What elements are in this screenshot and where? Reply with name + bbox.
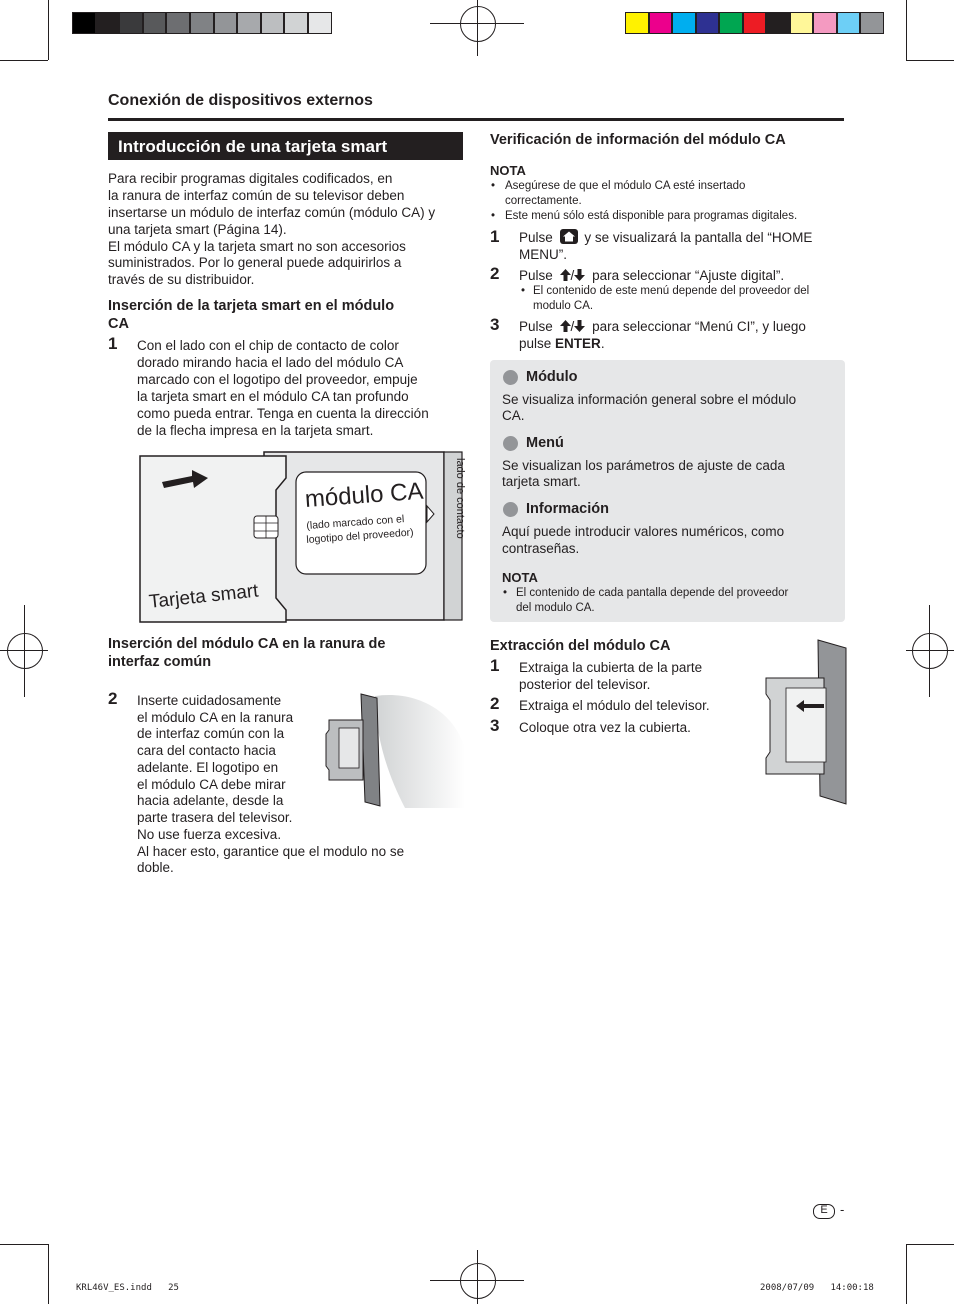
bullet-circle-icon bbox=[503, 436, 518, 451]
color-swatch bbox=[743, 12, 767, 34]
smart-card-illustration bbox=[136, 450, 464, 626]
color-swatch bbox=[190, 12, 214, 34]
bullet: • bbox=[503, 587, 508, 599]
step-line: Con el lado con el chip de contacto de color bbox=[137, 338, 399, 353]
note-label: NOTA bbox=[502, 570, 538, 585]
intro-line: la ranura de interfaz común de su televisor deben bbox=[108, 188, 405, 203]
step-text: para seleccionar “Ajuste digital”. bbox=[592, 268, 785, 283]
subheading-card-insert: Inserción de la tarjeta smart en el módulo bbox=[108, 298, 395, 314]
date-info: 2008/07/09 14:00:18 bbox=[760, 1283, 874, 1293]
subheading-extract: Extracción del módulo CA bbox=[490, 638, 671, 654]
info-title: Información bbox=[526, 501, 609, 517]
arrow-up-icon bbox=[560, 320, 571, 332]
file-info: KRL46V_ES.indd 25 bbox=[76, 1283, 179, 1293]
step-line: el módulo CA en la ranura bbox=[137, 710, 294, 725]
step-line: cara del contacto hacia bbox=[137, 743, 276, 758]
subheading-module-insert: Inserción del módulo CA en la ranura de bbox=[108, 636, 386, 652]
sub-note: modulo CA. bbox=[533, 300, 594, 312]
info-text: tarjeta smart. bbox=[502, 474, 581, 489]
bullet: • bbox=[521, 285, 526, 297]
arrow-down-icon bbox=[574, 320, 585, 332]
module-sublabel-1: (lado marcado con el bbox=[306, 513, 405, 532]
info-text: Aquí puede introducir valores numéricos, como bbox=[502, 524, 785, 539]
color-swatch bbox=[837, 12, 861, 34]
step-number: 2 bbox=[108, 689, 118, 708]
module-label: módulo CA bbox=[304, 477, 425, 513]
step-number: 1 bbox=[490, 227, 500, 246]
page-dash: - bbox=[840, 1202, 845, 1217]
step-line: Al hacer esto, garantice que el modulo no se bbox=[137, 844, 405, 859]
home-button-icon bbox=[560, 229, 578, 244]
step-line: hacia adelante, desde la bbox=[137, 793, 284, 808]
step-number: 3 bbox=[490, 716, 500, 735]
color-swatch bbox=[284, 12, 308, 34]
step-text: Extraiga la cubierta de la parte bbox=[519, 660, 703, 675]
step-line: el módulo CA debe mirar bbox=[137, 777, 286, 792]
language-letter: E bbox=[820, 1204, 828, 1216]
card-label: Tarjeta smart bbox=[148, 580, 260, 613]
color-swatch bbox=[649, 12, 673, 34]
info-text: CA. bbox=[502, 408, 525, 423]
color-swatch bbox=[119, 12, 143, 34]
color-swatch bbox=[214, 12, 238, 34]
step-number: 1 bbox=[490, 656, 500, 675]
contact-side-label: lado de contacto bbox=[454, 458, 466, 539]
note-text: El contenido de cada pantalla depende del proveedor bbox=[516, 587, 789, 599]
step-number: 2 bbox=[490, 264, 500, 283]
note-text: Este menú sólo está disponible para programas digitales. bbox=[505, 210, 798, 222]
color-swatch bbox=[813, 12, 837, 34]
enter-key-label: ENTER bbox=[555, 336, 601, 351]
note-text: correctamente. bbox=[505, 195, 582, 207]
color-swatch bbox=[72, 12, 96, 34]
info-text: Se visualiza información general sobre el módulo bbox=[502, 392, 797, 407]
step-text: MENU”. bbox=[519, 247, 567, 262]
step-text: Pulse bbox=[519, 268, 553, 283]
bullet: • bbox=[491, 180, 496, 192]
note-text: Asegúrese de que el módulo CA esté insertado bbox=[505, 180, 746, 192]
color-swatch bbox=[860, 12, 884, 34]
step-line: Inserte cuidadosamente bbox=[137, 693, 282, 708]
step-line: de interfaz común con la bbox=[137, 726, 285, 741]
intro-line: Para recibir programas digitales codificados, en bbox=[108, 171, 393, 186]
color-swatch bbox=[696, 12, 720, 34]
step-line: No use fuerza excesiva. bbox=[137, 827, 282, 842]
step-text: Pulse bbox=[519, 319, 553, 334]
bullet-circle-icon bbox=[503, 370, 518, 385]
info-text: Se visualizan los parámetros de ajuste de cada bbox=[502, 458, 785, 473]
step-line: marcado con el logotipo del proveedor, empuje bbox=[137, 372, 418, 387]
info-title: Módulo bbox=[526, 369, 578, 385]
step-line: parte trasera del televisor. bbox=[137, 810, 293, 825]
color-swatch bbox=[166, 12, 190, 34]
step-text: y se visualizará la pantalla del “HOME bbox=[584, 230, 813, 245]
info-text: contraseñas. bbox=[502, 541, 580, 556]
module-slot-illustration bbox=[325, 690, 465, 808]
intro-line: insertarse un módulo de interfaz común (módulo CA) y bbox=[108, 205, 436, 220]
slash: / bbox=[570, 319, 575, 334]
subheading-module-insert-cont: interfaz común bbox=[108, 654, 212, 670]
arrow-up-icon bbox=[560, 269, 571, 281]
step1-line bbox=[519, 229, 812, 246]
page-heading-text: Introducción de una tarjeta smart bbox=[118, 137, 388, 156]
arrow-down-icon bbox=[574, 269, 585, 281]
step-text: pulse bbox=[519, 336, 552, 351]
note-text: del modulo CA. bbox=[516, 602, 595, 614]
step-line: como pueda entrar. Tenga en cuenta la dirección bbox=[137, 406, 429, 421]
color-swatch bbox=[96, 12, 120, 34]
intro-line: través de su distribuidor. bbox=[108, 272, 255, 287]
step-line: adelante. El logotipo en bbox=[137, 760, 279, 775]
step-number: 1 bbox=[108, 334, 118, 353]
color-swatch bbox=[766, 12, 790, 34]
module-extract-illustration bbox=[764, 638, 848, 806]
color-swatch bbox=[672, 12, 696, 34]
slash: / bbox=[570, 268, 575, 283]
language-badge bbox=[813, 1204, 835, 1219]
bullet-circle-icon bbox=[503, 502, 518, 517]
step-line: dorado mirando hacia el lado del módulo CA bbox=[137, 355, 404, 370]
step-line: de la flecha impresa en la tarjeta smart. bbox=[137, 423, 374, 438]
step-number: 2 bbox=[490, 694, 500, 713]
intro-line: una tarjeta smart (Página 14). bbox=[108, 222, 287, 237]
step-text: Coloque otra vez la cubierta. bbox=[519, 720, 691, 735]
color-swatch bbox=[719, 12, 743, 34]
color-swatch bbox=[237, 12, 261, 34]
step-text: Pulse bbox=[519, 230, 553, 245]
intro-line: El módulo CA y la tarjeta smart no son accesorios bbox=[108, 239, 406, 254]
step-text: posterior del televisor. bbox=[519, 677, 651, 692]
color-swatch bbox=[625, 12, 649, 34]
subheading-verify: Verificación de información del módulo CA bbox=[490, 132, 786, 148]
step-line: la tarjeta smart en el módulo CA tan profundo bbox=[137, 389, 409, 404]
step-text: para seleccionar “Menú CI”, y luego bbox=[592, 319, 806, 334]
header-rule bbox=[108, 118, 844, 121]
color-swatch bbox=[308, 12, 332, 34]
module-sublabel-2: logotipo del proveedor) bbox=[306, 526, 414, 546]
step3-line bbox=[519, 318, 806, 335]
note-label: NOTA bbox=[490, 163, 526, 178]
step-text: . bbox=[600, 336, 605, 351]
step-number: 3 bbox=[490, 315, 500, 334]
subheading-card-insert-cont: CA bbox=[108, 316, 129, 332]
section-title: Conexión de dispositivos externos bbox=[108, 92, 373, 109]
color-swatch bbox=[143, 12, 167, 34]
sub-note: El contenido de este menú depende del proveedor del bbox=[533, 285, 810, 297]
intro-line: suministrados. Por lo general puede adquirirlos a bbox=[108, 255, 402, 270]
color-swatch bbox=[261, 12, 285, 34]
color-swatch bbox=[790, 12, 814, 34]
step3-line2 bbox=[519, 335, 605, 352]
bullet: • bbox=[491, 210, 496, 222]
step-text: Extraiga el módulo del televisor. bbox=[519, 698, 710, 713]
page-heading bbox=[108, 132, 463, 160]
step2-line bbox=[519, 267, 784, 284]
info-title: Menú bbox=[526, 435, 564, 451]
step-line: doble. bbox=[137, 860, 174, 875]
